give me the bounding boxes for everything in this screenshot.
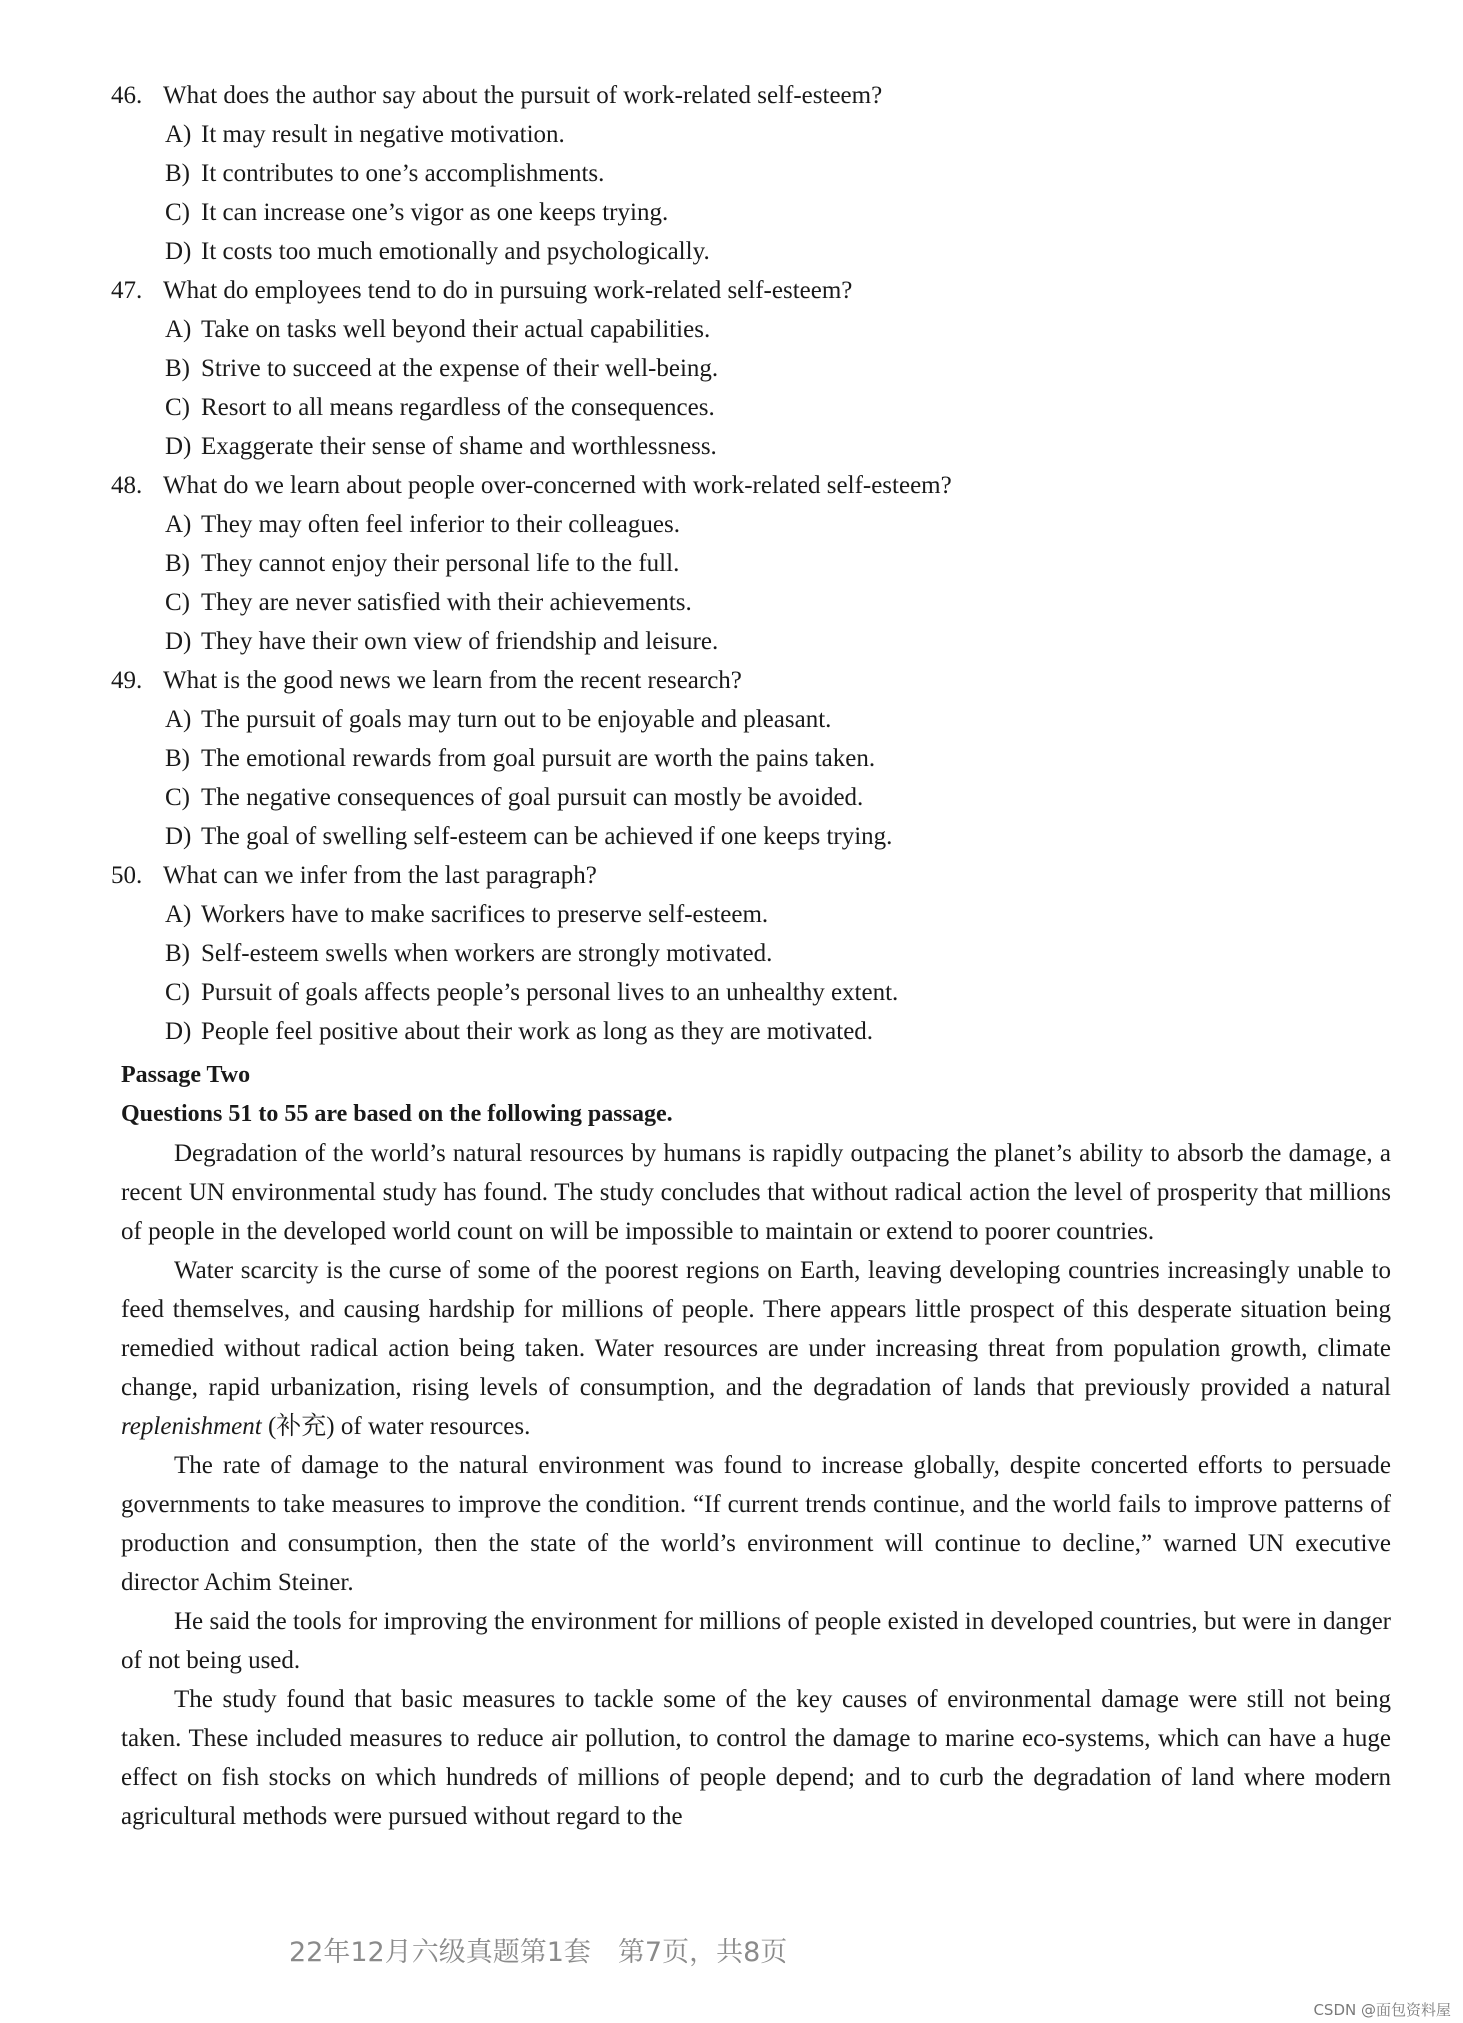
question-46 xyxy=(111,76,1351,271)
option-a: A) The pursuit of goals may turn out to be enjoyable and pleasant. xyxy=(165,706,832,733)
option-d: D) The goal of swelling self-esteem can be achieved if one keeps trying. xyxy=(165,823,893,850)
option-a: A) They may often feel inferior to their colleagues. xyxy=(165,511,680,538)
option-c: C) They are never satisfied with their achievements. xyxy=(165,589,692,616)
passage-instructions: Questions 51 to 55 are based on the following passage. xyxy=(121,1101,673,1127)
passage-paragraph: Degradation of the world’s natural resources by humans is rapidly outpacing the planet’s ability to absorb the damage, a recent UN environmental study has found. The study concludes that without radical action the level of prosperity that millions of people in the developed world count on will be impossible to maintain or extend to poorer countries. xyxy=(121,1140,1391,1245)
question-50 xyxy=(111,856,1351,1051)
option-b: B) The emotional rewards from goal pursuit are worth the pains taken. xyxy=(165,745,876,772)
question-list xyxy=(111,76,1351,1051)
italic-term: replenishment xyxy=(121,1413,262,1440)
question-stem xyxy=(111,661,1351,700)
question-stem xyxy=(111,466,1351,505)
option-d: D) They have their own view of friendship and leisure. xyxy=(165,628,719,655)
question-number: 49. xyxy=(111,667,143,694)
option-c: C) Pursuit of goals affects people’s personal lives to an unhealthy extent. xyxy=(165,979,899,1006)
passage-paragraph: He said the tools for improving the environment for millions of people existed in developed countries, but were in danger of not being used. xyxy=(121,1608,1391,1674)
option-d: D) It costs too much emotionally and psychologically. xyxy=(165,238,710,265)
option-c: C) It can increase one’s vigor as one keeps trying. xyxy=(165,199,669,226)
question-text: What does the author say about the pursuit of work-related self-esteem? xyxy=(163,82,883,109)
question-number: 47. xyxy=(111,277,143,304)
question-stem xyxy=(111,76,1351,115)
passage-paragraph: The rate of damage to the natural environment was found to increase globally, despite concerted efforts to persuade governments to take measures to improve the condition. “If current trends continue, and the world fails to improve patterns of production and consumption, then the state of the world’s environment will continue to decline,” warned UN executive director Achim Steiner. xyxy=(121,1452,1391,1596)
question-49 xyxy=(111,661,1351,856)
option-c: C) The negative consequences of goal pursuit can mostly be avoided. xyxy=(165,784,864,811)
option-b: B) They cannot enjoy their personal life to the full. xyxy=(165,550,680,577)
question-stem xyxy=(111,856,1351,895)
option-a: A) Workers have to make sacrifices to preserve self-esteem. xyxy=(165,901,769,928)
option-c: C) Resort to all means regardless of the consequences. xyxy=(165,394,715,421)
page-footer: 22年12月六级真题第1套 第7页，共8页 xyxy=(289,1937,788,1968)
question-47 xyxy=(111,271,1351,466)
question-48 xyxy=(111,466,1351,661)
passage-title: Passage Two xyxy=(121,1062,251,1088)
question-number: 48. xyxy=(111,472,143,499)
question-text: What is the good news we learn from the recent research? xyxy=(163,667,742,694)
question-text: What can we infer from the last paragraph? xyxy=(163,862,597,889)
question-text: What do we learn about people over-concerned with work-related self-esteem? xyxy=(163,472,952,499)
watermark: CSDN @面包资料屋 xyxy=(1313,2001,1451,2019)
option-d: D) People feel positive about their work as long as they are motivated. xyxy=(165,1018,874,1045)
question-number: 46. xyxy=(111,82,143,109)
passage-paragraph: Water scarcity is the curse of some of the poorest regions on Earth, leaving developing countries increasingly unable to feed themselves, and causing hardship for millions of people. There appears little prospect of this desperate situation being remedied without radical action being taken. Water resources are under increasing threat from population growth, climate change, rapid urbanization, rising levels of consumption, and the degradation of lands that previously provided a natural replenishment (补充) of water resources. xyxy=(121,1257,1391,1440)
option-a: A) It may result in negative motivation. xyxy=(165,121,565,148)
option-a: A) Take on tasks well beyond their actual capabilities. xyxy=(165,316,711,343)
option-b: B) Strive to succeed at the expense of their well-being. xyxy=(165,355,719,382)
option-b: B) Self-esteem swells when workers are strongly motivated. xyxy=(165,940,773,967)
option-d: D) Exaggerate their sense of shame and worthlessness. xyxy=(165,433,717,460)
passage-paragraph: The study found that basic measures to tackle some of the key causes of environmental damage were still not being taken. These included measures to reduce air pollution, to control the damage to marine eco-systems, which can have a huge effect on fish stocks on which hundreds of millions of people depend; and to curb the degradation of land where modern agricultural methods were pursued without regard to the xyxy=(121,1686,1391,1830)
question-text: What do employees tend to do in pursuing work-related self-esteem? xyxy=(163,277,853,304)
option-b: B) It contributes to one’s accomplishments. xyxy=(165,160,605,187)
passage-two xyxy=(121,1056,1391,1836)
question-stem xyxy=(111,271,1351,310)
question-number: 50. xyxy=(111,862,143,889)
